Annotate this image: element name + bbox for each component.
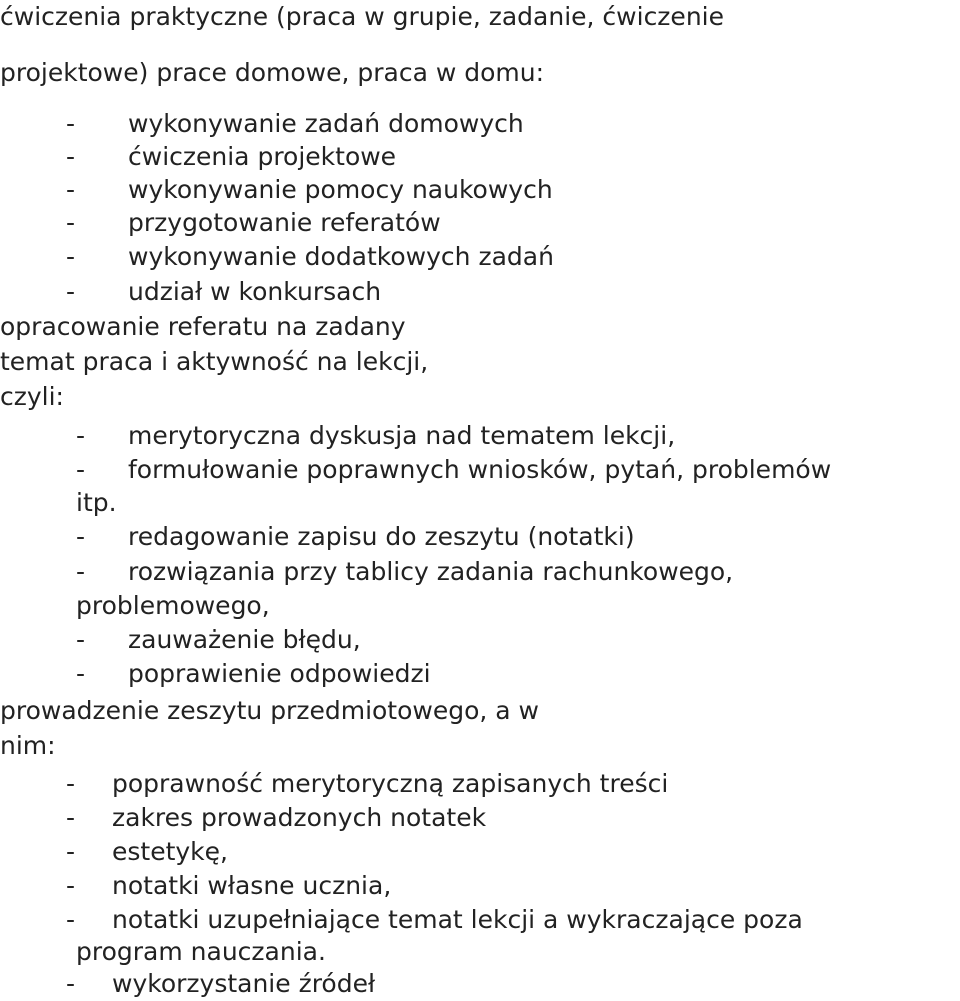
list-item-text: merytoryczna dyskusja nad tematem lekcji,: [128, 421, 676, 450]
list-item-text: formułowanie poprawnych wniosków, pytań, problemów: [128, 455, 832, 484]
section-heading-line: nim:: [0, 731, 56, 760]
section-heading-line: czyli:: [0, 382, 64, 411]
section-heading-line: temat praca i aktywność na lekcji,: [0, 347, 429, 376]
list-dash: -: [66, 175, 76, 204]
section-heading-line: ćwiczenia praktyczne (praca w grupie, zadanie, ćwiczenie: [0, 2, 724, 31]
list-item-text: udział w konkursach: [128, 277, 382, 306]
list-item-continuation: itp.: [76, 488, 117, 517]
list-dash: -: [66, 242, 76, 271]
list-item-text: wykonywanie dodatkowych zadań: [128, 242, 554, 271]
list-dash: -: [66, 905, 76, 934]
list-dash: -: [76, 557, 86, 586]
list-dash: -: [66, 277, 76, 306]
list-dash: -: [66, 208, 76, 237]
section-heading-line: prowadzenie zeszytu przedmiotowego, a w: [0, 696, 540, 725]
list-dash: -: [66, 803, 76, 832]
list-item-continuation: program nauczania.: [76, 937, 326, 966]
list-dash: -: [66, 142, 76, 171]
list-dash: -: [76, 522, 86, 551]
list-item-text: przygotowanie referatów: [128, 208, 441, 237]
section-heading-line: opracowanie referatu na zadany: [0, 312, 406, 341]
list-item-text: wykonywanie pomocy naukowych: [128, 175, 553, 204]
list-dash: -: [76, 421, 86, 450]
list-dash: -: [66, 837, 76, 866]
list-item-text: redagowanie zapisu do zeszytu (notatki): [128, 522, 635, 551]
list-item-text: poprawienie odpowiedzi: [128, 659, 431, 688]
list-dash: -: [76, 659, 86, 688]
list-item-text: notatki własne ucznia,: [112, 871, 392, 900]
list-dash: -: [76, 625, 86, 654]
list-item-text: rozwiązania przy tablicy zadania rachunkowego,: [128, 557, 734, 586]
list-item-text: wykorzystanie źródeł: [112, 969, 376, 998]
list-dash: -: [66, 969, 76, 998]
list-item-text: notatki uzupełniające temat lekcji a wykraczające poza: [112, 905, 803, 934]
list-item-text: zakres prowadzonych notatek: [112, 803, 487, 832]
list-dash: -: [76, 455, 86, 484]
list-item-continuation: problemowego,: [76, 591, 270, 620]
list-item-text: ćwiczenia projektowe: [128, 142, 397, 171]
list-dash: -: [66, 871, 76, 900]
section-heading-line: projektowe) prace domowe, praca w domu:: [0, 58, 545, 87]
list-dash: -: [66, 769, 76, 798]
list-item-text: wykonywanie zadań domowych: [128, 109, 524, 138]
list-item-text: zauważenie błędu,: [128, 625, 361, 654]
list-dash: -: [66, 109, 76, 138]
list-item-text: estetykę,: [112, 837, 228, 866]
list-item-text: poprawność merytoryczną zapisanych treści: [112, 769, 669, 798]
